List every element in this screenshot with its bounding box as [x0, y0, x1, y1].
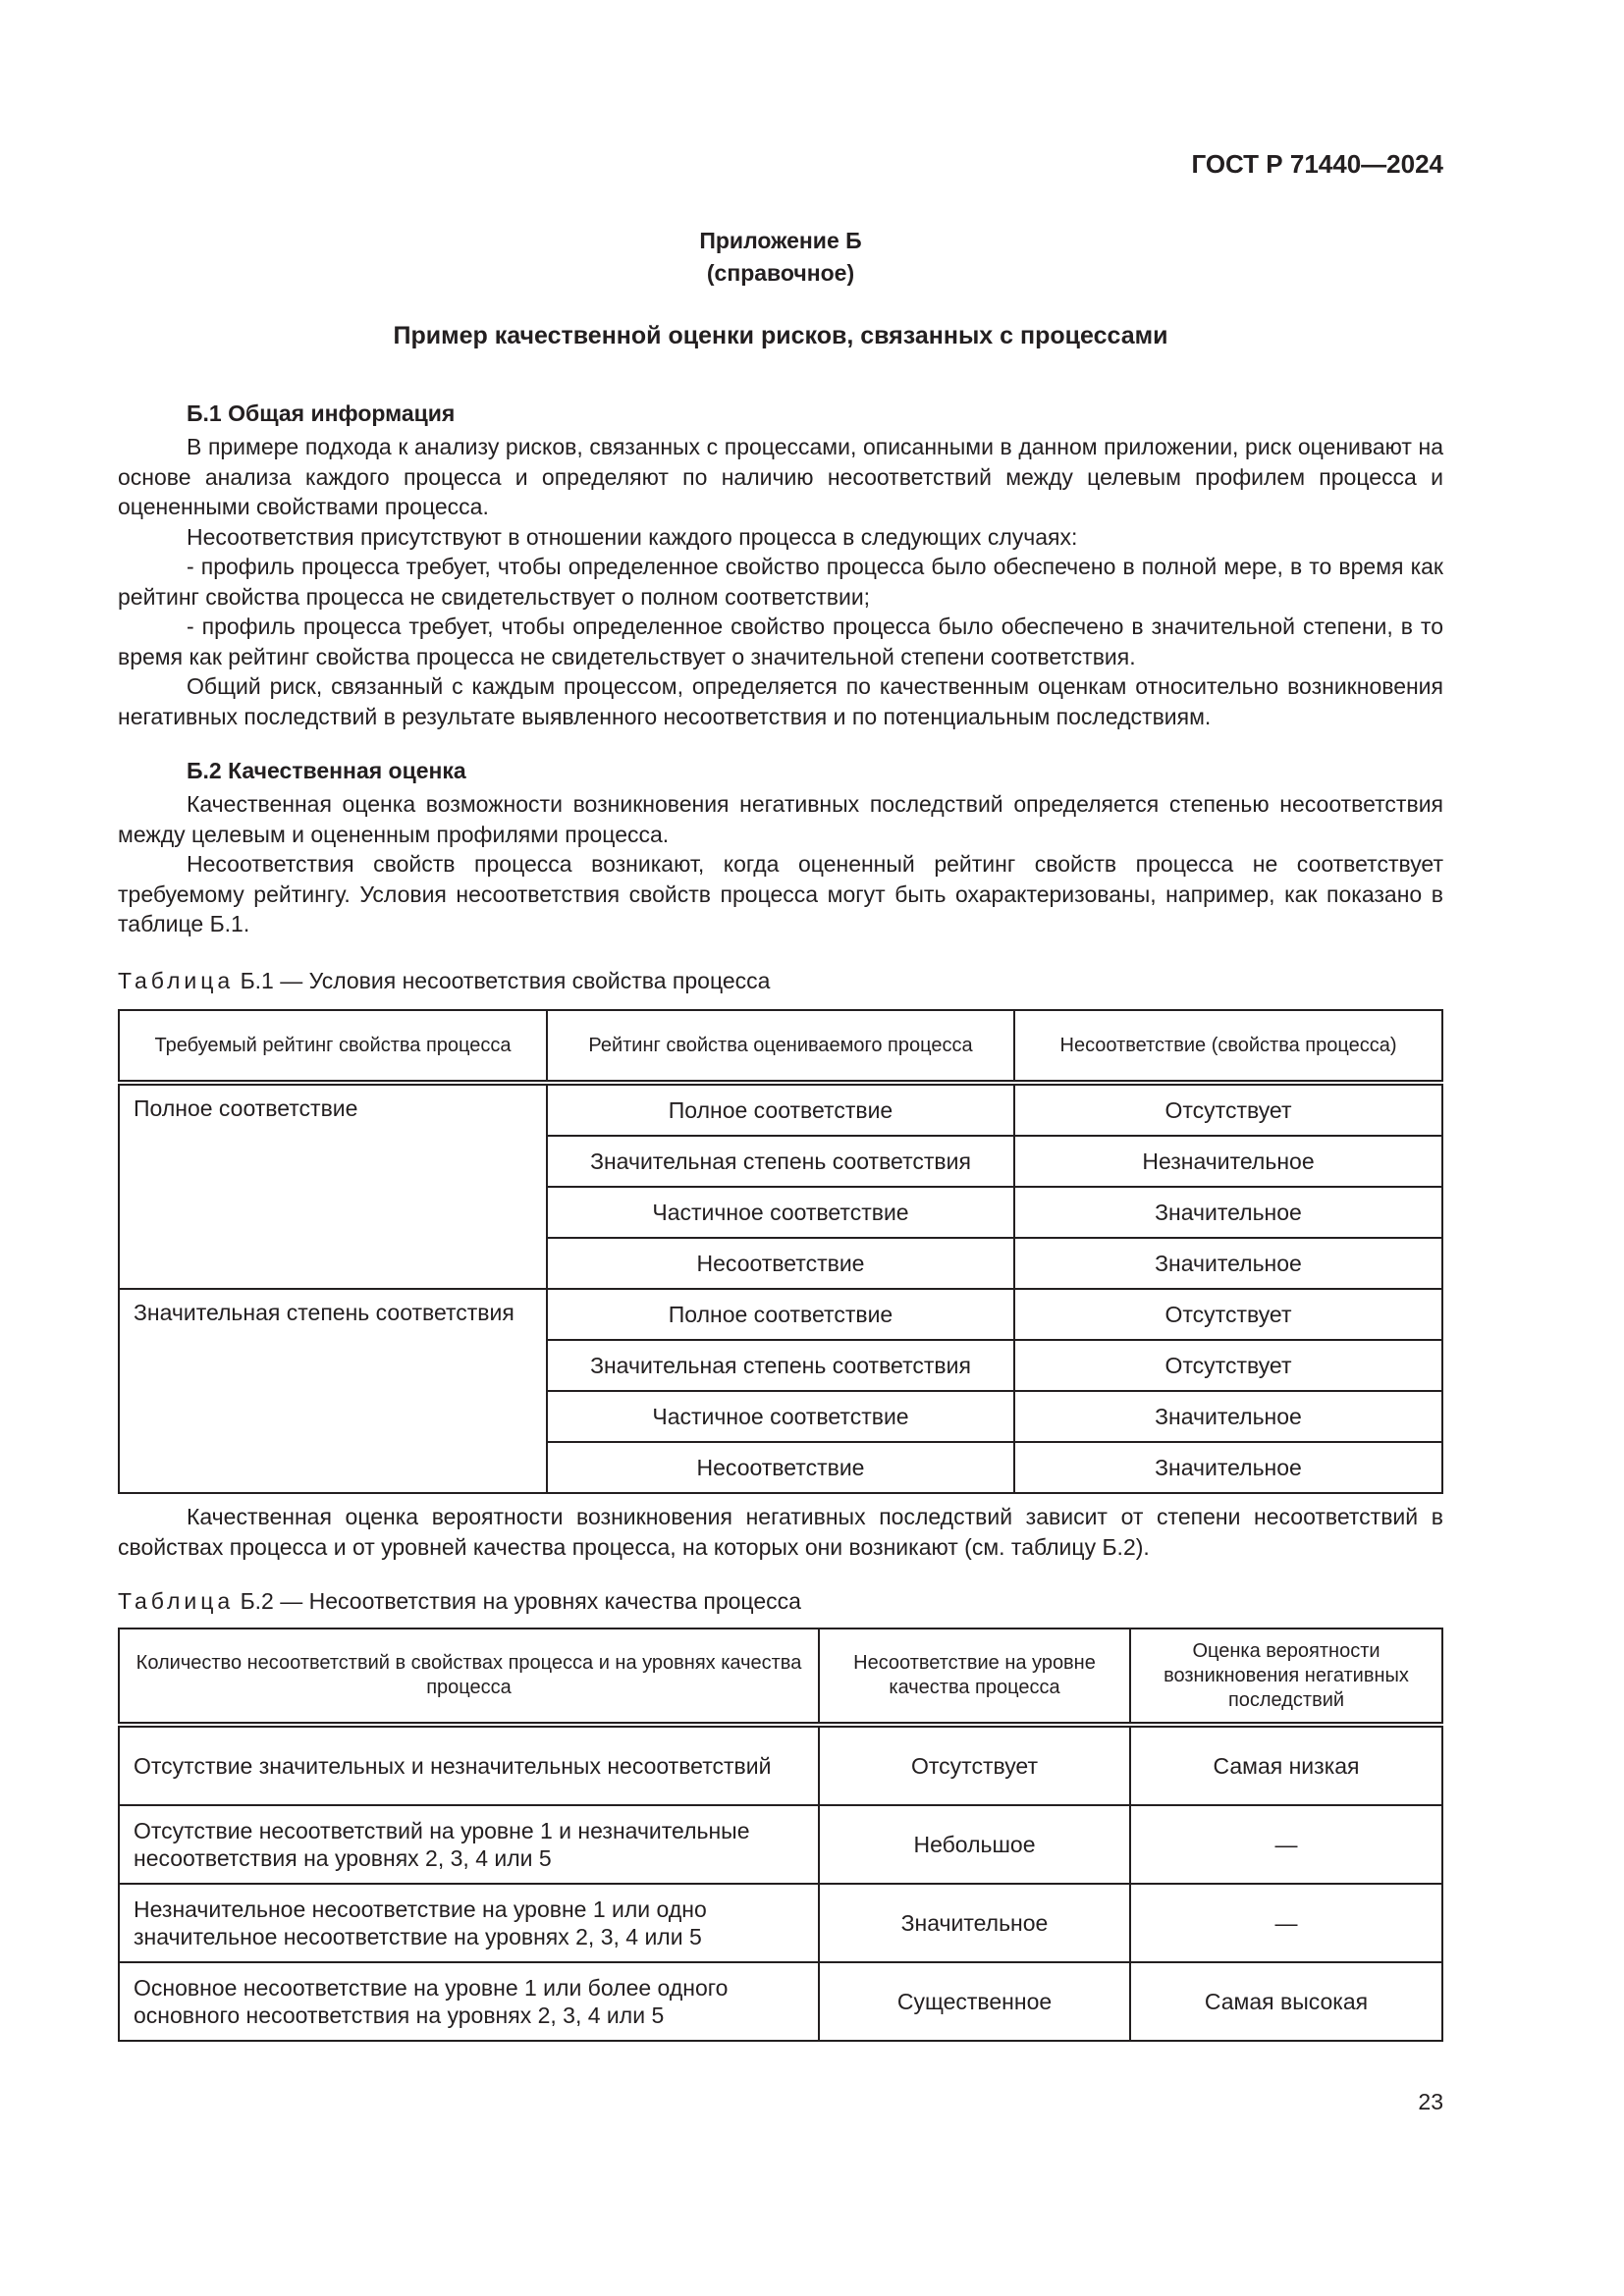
level-cell: Отсутствует — [819, 1725, 1130, 1805]
required-rating-cell: Значительная степень соответствия — [119, 1289, 547, 1493]
assessed-rating-cell: Несоответствие — [547, 1238, 1014, 1289]
table1-caption-text: Б.1 — Условия несоответствия свойства процесса — [240, 968, 771, 993]
table1-caption — [118, 968, 770, 994]
table-row — [119, 1289, 1442, 1340]
column-header: Оценка вероятности возникновения негативных последствий — [1130, 1629, 1442, 1725]
table-row — [119, 1884, 1442, 1962]
count-cell: Отсутствие несоответствий на уровне 1 и незначительные несоответствия на уровнях 2, 3, 4 или 5 — [119, 1805, 819, 1884]
section-b1-heading: Б.1 Общая информация — [187, 400, 456, 426]
table-row — [119, 1805, 1442, 1884]
probability-cell: — — [1130, 1805, 1442, 1884]
column-header: Количество несоответствий в свойствах процесса и на уровнях качества процесса — [119, 1629, 819, 1725]
count-cell: Незначительное несоответствие на уровне 1 или одно значительное несоответствие на уровнях 2, 3, 4 или 5 — [119, 1884, 819, 1962]
assessed-rating-cell: Полное соответствие — [547, 1289, 1014, 1340]
probability-cell: Самая низкая — [1130, 1725, 1442, 1805]
paragraph: Несоответствия свойств процесса возникают, когда оцененный рейтинг свойств процесса не соответствует требуемому рейтингу. Условия несоответствия свойств процесса могут быть охарактеризованы, например, как показано в таблице Б.1. — [118, 851, 1443, 936]
assessed-rating-cell: Несоответствие — [547, 1442, 1014, 1493]
paragraph: - профиль процесса требует, чтобы определенное свойство процесса было обеспечено в значительной степени, в то время как рейтинг свойства процесса не свидетельствует о значительной степени соответствия. — [118, 614, 1443, 669]
section-b2-body — [118, 789, 1443, 939]
table2-caption-text: Б.2 — Несоответствия на уровнях качества процесса — [240, 1588, 801, 1614]
assessed-rating-cell: Полное соответствие — [547, 1083, 1014, 1136]
paragraph: В примере подхода к анализу рисков, связанных с процессами, описанными в данном приложении, риск оценивают на основе анализа каждого процесса и определяют по наличию несоответствий между целевым профилем процесса и оцененными свойствами процесса. — [118, 434, 1443, 519]
column-header: Требуемый рейтинг свойства процесса — [119, 1010, 547, 1083]
table2-caption — [118, 1588, 801, 1615]
assessed-rating-cell: Значительная степень соответствия — [547, 1136, 1014, 1187]
assessed-rating-cell: Частичное соответствие — [547, 1391, 1014, 1442]
column-header: Несоответствие на уровне качества процесса — [819, 1629, 1130, 1725]
probability-cell: Самая высокая — [1130, 1962, 1442, 2041]
column-header: Несоответствие (свойства процесса) — [1014, 1010, 1442, 1083]
table2-label: Таблица — [118, 1588, 235, 1614]
count-cell: Основное несоответствие на уровне 1 или более одного основного несоответствия на уровнях 2, 3, 4 или 5 — [119, 1962, 819, 2041]
appendix-subtitle: (справочное) — [706, 260, 855, 286]
probability-cell: — — [1130, 1884, 1442, 1962]
nonconformity-cell: Отсутствует — [1014, 1340, 1442, 1391]
table-header-row — [119, 1010, 1442, 1083]
table-row — [119, 1725, 1442, 1805]
table-row — [119, 1083, 1442, 1136]
level-cell: Существенное — [819, 1962, 1130, 2041]
table1-label: Таблица — [118, 968, 235, 993]
nonconformity-cell: Значительное — [1014, 1238, 1442, 1289]
table-b1 — [118, 1009, 1443, 1494]
table-header-row — [119, 1629, 1442, 1725]
appendix-title: Приложение Б — [699, 228, 862, 253]
nonconformity-cell: Незначительное — [1014, 1136, 1442, 1187]
level-cell: Значительное — [819, 1884, 1130, 1962]
required-rating-cell: Полное соответствие — [119, 1083, 547, 1289]
nonconformity-cell: Значительное — [1014, 1187, 1442, 1238]
nonconformity-cell: Значительное — [1014, 1442, 1442, 1493]
nonconformity-cell: Значительное — [1014, 1391, 1442, 1442]
section-b2-heading: Б.2 Качественная оценка — [187, 758, 466, 783]
paragraph: - профиль процесса требует, чтобы определенное свойство процесса было обеспечено в полной мере, в то время как рейтинг свойства процесса не свидетельствует о полном соответствии; — [118, 554, 1443, 610]
nonconformity-cell: Отсутствует — [1014, 1289, 1442, 1340]
column-header: Рейтинг свойства оцениваемого процесса — [547, 1010, 1014, 1083]
table2-intro — [118, 1502, 1443, 1562]
paragraph: Качественная оценка возможности возникновения негативных последствий определяется степенью несоответствия между целевым и оцененным профилями процесса. — [118, 791, 1443, 847]
assessed-rating-cell: Частичное соответствие — [547, 1187, 1014, 1238]
level-cell: Небольшое — [819, 1805, 1130, 1884]
count-cell: Отсутствие значительных и незначительных несоответствий — [119, 1725, 819, 1805]
assessed-rating-cell: Значительная степень соответствия — [547, 1340, 1014, 1391]
table-row — [119, 1962, 1442, 2041]
main-title: Пример качественной оценки рисков, связанных с процессами — [393, 322, 1168, 349]
section-b1-body — [118, 432, 1443, 731]
nonconformity-cell: Отсутствует — [1014, 1083, 1442, 1136]
page-number: 23 — [1418, 2089, 1443, 2114]
paragraph: Несоответствия присутствуют в отношении каждого процесса в следующих случаях: — [187, 523, 1078, 550]
table-b2 — [118, 1628, 1443, 2042]
paragraph: Общий риск, связанный с каждым процессом, определяется по качественным оценкам относительно возникновения негативных последствий в результате выявленного несоответствия и по потенциальным последствиям. — [118, 673, 1443, 729]
paragraph: Качественная оценка вероятности возникновения негативных последствий зависит от степени несоответствий в свойствах процесса и от уровней качества процесса, на которых они возникают (см. таблицу Б.2). — [118, 1504, 1443, 1560]
document-code: ГОСТ Р 71440—2024 — [1191, 149, 1443, 179]
